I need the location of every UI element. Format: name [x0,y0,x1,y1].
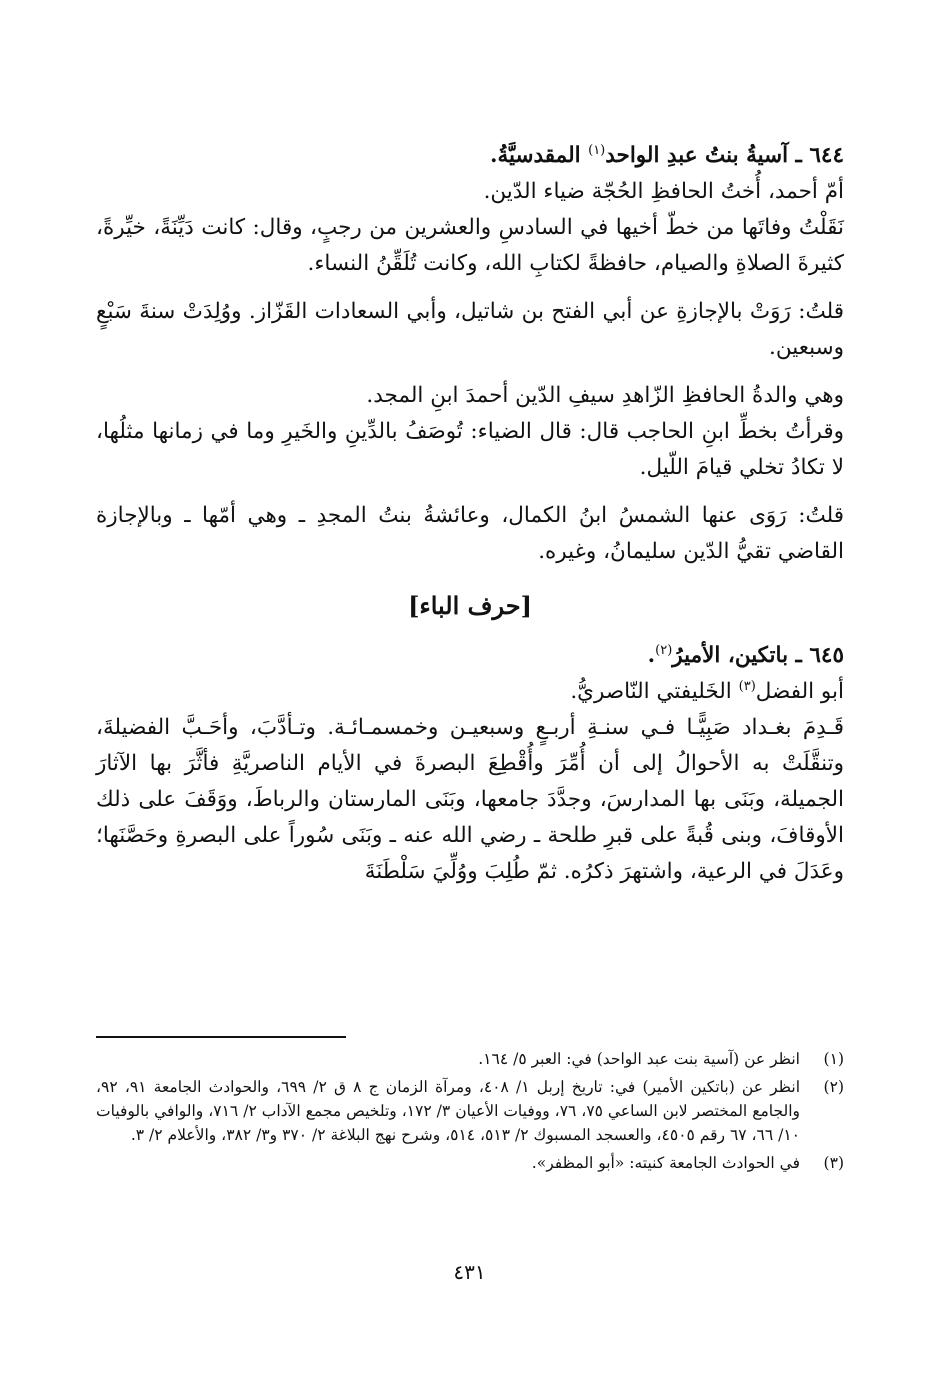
entry-645-body: قَـدِمَ بغـداد صَبِيًّـا فـي سنـةِ أربـعٍ وسبعيـن وخمسمـائـة. وتـأدَّبَ، وأحَـبَّ الفضيلةَ، وتنقَّلَتْ به الأحوالُ إلى أن أُمِّرَ وأُقْطِعَ البصرةَ في الأيام الناصريَّةِ فأثَّرَ بها الآثارَ الجميلة، وبَنَى بها المدارسَ، وجدَّدَ جامعها، وبَنَى المارستان والرباطَ، ووَقَفَ على ذلك الأوقافَ، وبنى قُبةً على قبرِ طلحة ـ رضي الله عنه ـ وبَنَى سُوراً على البصرةِ وحَصَّنَها؛ وعَدَلَ في الرعية، واشتهرَ ذكرُه. ثمّ طُلِبَ ووُلِّيَ سَلْطَنَةَ [96,715,844,884]
page-number: ٤٣١ [453,1260,486,1284]
footnote-text: انظر عن (آسية بنت عبد الواحد) في: العبر ٥/ ١٦٤. [478,1050,800,1068]
footnote-ref-1: (١) [588,142,606,158]
main-text [96,138,844,890]
footnote [96,1151,844,1175]
footnote-number: (٢) [823,1078,844,1096]
entry-644-heading [96,138,844,174]
footnote [96,1047,844,1071]
footnote-ref-2: (٢) [655,642,673,658]
footnotes [96,1047,844,1179]
footnote-number: (١) [823,1050,844,1068]
entry-644-line: وهي والدةُ الحافظِ الزّاهدِ سيفِ الدّين أحمدَ ابنِ المجد. [366,383,844,408]
entry-645-title: ٦٤٥ ـ باتكين، الأميرُ [672,643,844,668]
kunya-text: أبو الفضل [755,679,844,704]
entry-644-title-tail: المقدسيَّةُ. [489,143,589,168]
footnote [96,1075,844,1147]
entry-645-heading [96,638,844,674]
entry-645-title-tail: . [647,643,656,668]
footnote-ref-3: (٣) [738,678,756,694]
entry-644-line: نَقَلْتُ وفاتَها من خطّ أخيها في السادسِ والعشرين من رجبٍ، وقال: كانت دَيِّنَةً، خيِّرةً، كثيرةَ الصلاةِ والصيام، حافظةً لكتابِ الله، وكانت تُلَقِّنُ النساء. [96,215,844,276]
footnote-divider [96,1036,346,1038]
footnote-text: انظر عن (باتكين الأمير) في: تاريخ إربل ١/ ٤٠٨، ومرآة الزمان ج ٨ ق ٢/ ٦٩٩، والحوادث الجامعة ٩١، ٩٢، والجامع المختصر لابن الساعي ٧٥، ٧٦، ووفيات الأعيان ٣/ ١٧٢، وتلخيص مجمع الآداب ٢/ ٧١٦، والوافي بالوفيات ١٠/ ٦٦، ٦٧ رقم ٤٥٠٥، والعسجد المسبوك ٢/ ٥١٣، ٥١٤، وشرح نهج البلاغة ٢/ ٣٧٠ و٣/ ٣٨٢، والأعلام ٢/ ٣. [96,1078,800,1144]
entry-644-title: ٦٤٤ ـ آسيةُ بنتُ عبدِ الواحد [605,143,844,168]
entry-644-line: وقرأتُ بخطِّ ابنِ الحاجب قال: قال الضياء: تُوصَفُ بالدِّينِ والخَيرِ وما في زمانها مثلُها، لا تكادُ تخلي قيامَ اللّيل. [96,419,844,480]
section-heading: [حرف الباء] [408,591,532,620]
footnote-text: في الحوادث الجامعة كنيته: «أبو المظفر». [531,1154,800,1172]
entry-644-line: قلتُ: رَوَى عنها الشمسُ ابنُ الكمال، وعائشةُ بنتُ المجدِ ـ وهي أمّها ـ وبالإجازة القاضي تقيُّ الدّين سليمانُ، وغيره. [96,503,844,564]
entry-645-kunya [96,674,844,710]
footnote-number: (٣) [823,1154,844,1172]
entry-644-line: أمّ أحمد، أُختُ الحافظِ الحُجّة ضياء الدّين. [483,179,844,204]
entry-644-line: قلتُ: رَوَتْ بالإجازةِ عن أبي الفتح بن شاتيل، وأبي السعادات القَزّاز. ووُلِدَتْ سنةَ سَبْعٍ وسبعين. [96,299,844,360]
kunya-tail: الخَليفتي النّاصريُّ. [570,679,739,704]
